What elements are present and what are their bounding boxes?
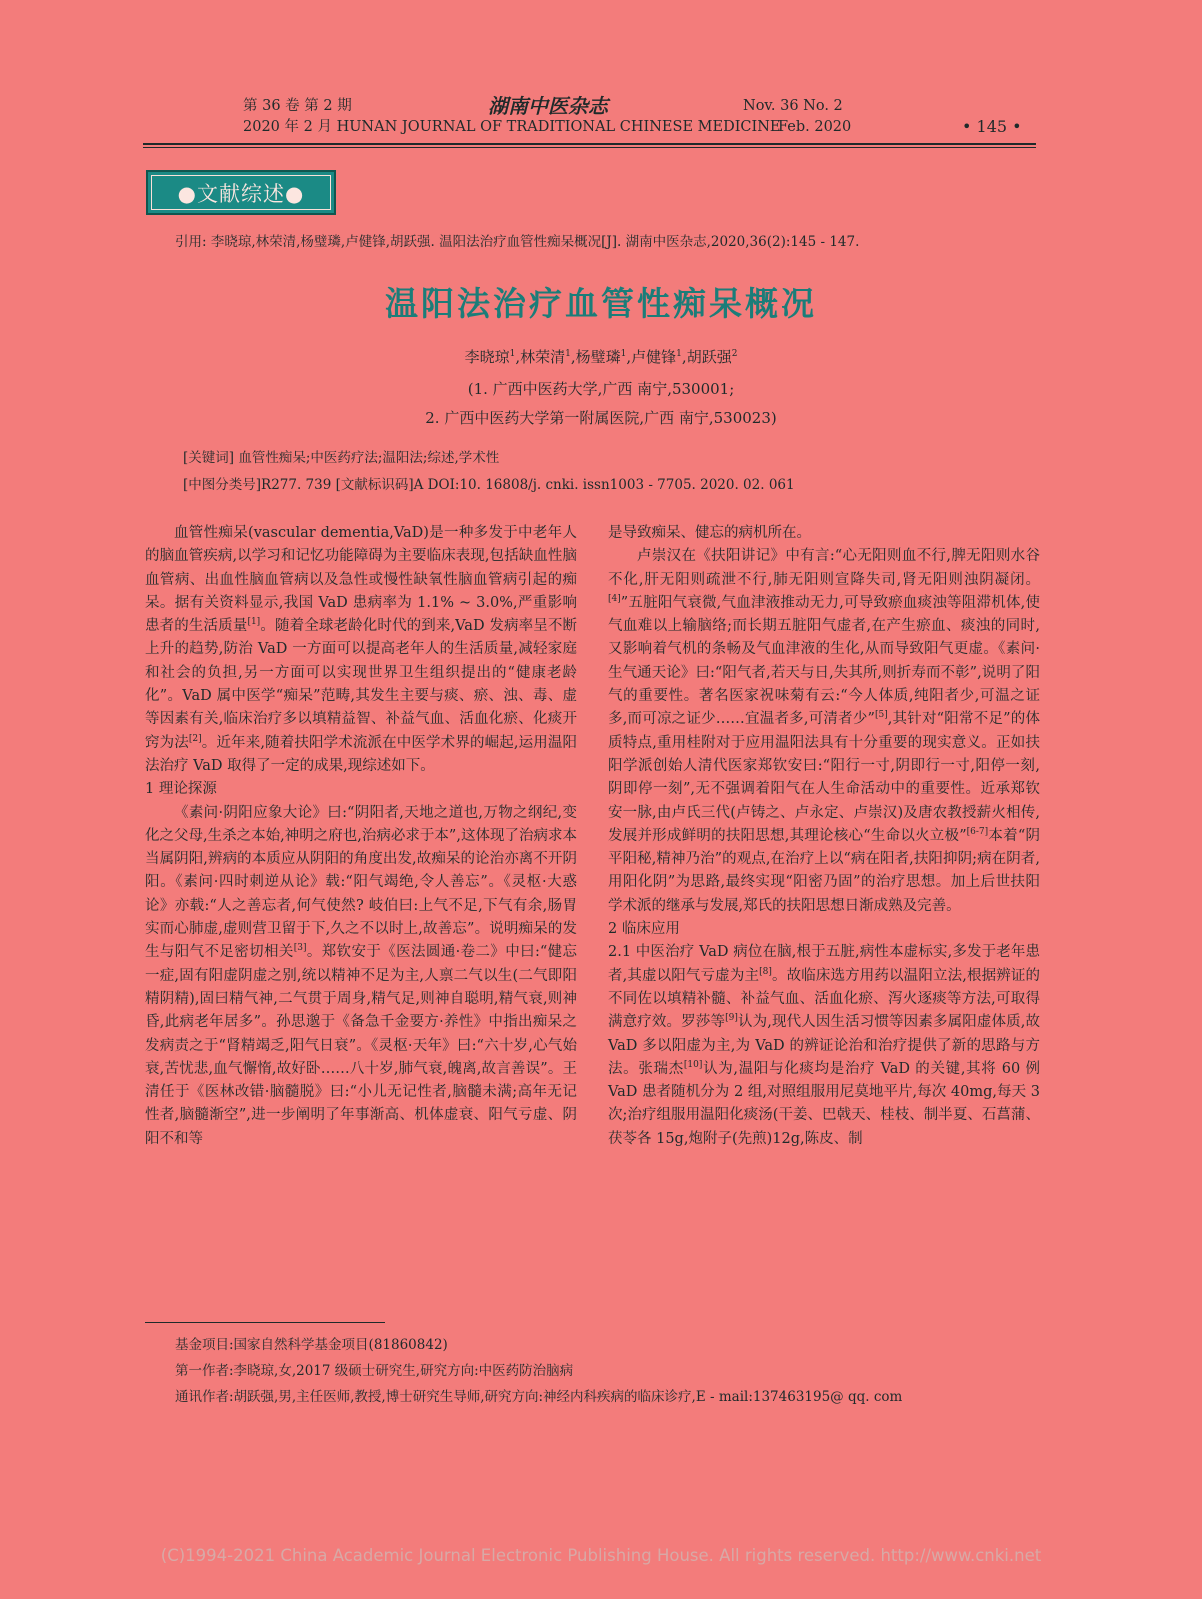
reference-mark: [10] [683, 1060, 703, 1070]
section-heading: 1 理论探源 [145, 781, 217, 798]
paragraph: 《素问·阴阳应象大论》曰:“阴阳者,天地之道也,万物之纲纪,变化之父母,生杀之本始,神明之府也,治病必求于本”,这体现了治病求本当属阴阳,辨病的本质应从阴阳的角度出发,故痴呆的论治亦离不开阴阳。《素问·四时刺逆从论》载:“阳气竭绝,令人善忘”。《灵枢·大惑论》亦载:“人之善忘者,何气使然? 岐伯曰:上气不足,下气有余,肠胃实而心肺虚,虚则营卫留于下,久之不以时上,故善忘”。说明痴呆的发生与阳气不足密切相关[3]。郑钦安于《医法圆通·卷二》中曰:“健忘一症,固有阳虚阴虚之别,统以精神不足为主,人禀二气以生(二气即阳精阴精),固曰精气神,二气贯于周身,精气足,则神自聪明,精气衰,则神昏,此病老年居多”。孙思邈于《备急千金要方·养性》中指出痴呆之发病责之于“肾精竭乏,阳气日衰”。《灵枢·天年》曰:“六十岁,心气始衰,苦忧悲,血气懈惰,故好卧……八十岁,肺气衰,魄离,故言善误”。王清任于《医林改错·脑髓脱》曰:“小儿无记性者,脑髓未满;高年无记性者,脑髓渐空”,进一步阐明了年事渐高、机体虚衰、阳气亏虚、阴阳不和等 [145, 804, 578, 1147]
section-heading: 2 临床应用 [608, 921, 680, 938]
authors: 李晓琼$^1$,林荣清$^1$,杨璧璘$^1$,卢健锋$^1$,胡跃强$^2$ [464, 348, 738, 366]
date-en: Feb. 2020 [778, 119, 852, 135]
author-name: 卢健锋 [631, 348, 677, 366]
reference-mark: [2] [188, 733, 202, 744]
author-name: 杨璧璘 [575, 348, 621, 366]
footnote-first-author: 第一作者:李晓琼,女,2017 级硕士研究生,研究方向:中医药防治脑病 [175, 1363, 574, 1379]
author-sup: 1 [676, 349, 682, 359]
classification: [中图分类号]R277. 739 [文献标识码]A DOI:10. 16808/j. cnki. issn1003 - 7705. 2020. 02. 061 [183, 477, 795, 493]
author-sup: 2 [731, 349, 738, 359]
paragraph: 血管性痴呆(vascular dementia,VaD)是一种多发于中老年人的脑血管疾病,以学习和记忆功能障碍为主要临床表现,包括缺血性脑血管病、出血性脑血管病以及急性或慢性缺氧性脑血管病引起的痴呆。据有关资料显示,我国 VaD 患病率为 1.1% ~ 3.0%,严重影响患者的生活质量[1]。随着全球老龄化时代的到来,VaD 发病率呈不断上升的趋势,防治 VaD 一方面可以提高老年人的生活质量,减轻家庭和社会的负担,另一方面可以实现世界卫生组织提出的“健康老龄化”。VaD 属中医学“痴呆”范畴,其发生主要与痰、瘀、浊、毒、虚等因素有关,临床治疗多以填精益智、补益气血、活血化瘀、化痰开窍为法[2]。近年来,随着扶阳学术流派在中医学术界的崛起,运用温阳法治疗 VaD 取得了一定的成果,现综述如下。 [145, 525, 578, 774]
author-name: 林荣清 [520, 348, 566, 366]
footnote-corresponding: 通讯作者:胡跃强,男,主任医师,教授,博士研究生导师,研究方向:神经内科疾病的临床诊疗,E - mail:137463195@ qq. com [175, 1389, 903, 1405]
header-rule [143, 143, 1036, 145]
reference-mark: [5] [874, 710, 888, 721]
copyright-watermark: (C)1994-2021 China Academic Journal Electronic Publishing House. All rights reserved. http://www.cnki.net [160, 1546, 1042, 1565]
paragraph: 卢崇汉在《扶阳讲记》中有言:“心无阳则血不行,脾无阳则水谷不化,肝无阳则疏泄不行,肺无阳则宣降失司,肾无阳则浊阴凝闭。[4]”五脏阳气衰微,气血津液推动无力,可导致瘀血痰浊等阻滞机体,使气血难以上输脑络;而长期五脏阳气虚者,在产生瘀血、痰浊的同时,又影响着气机的条畅及气血津液的生化,从而导致阳气更虚。《素问·生气通天论》曰:“阳气者,若天与日,失其所,则折寿而不彰”,说明了阳气的重要性。著名医家祝味菊有云:“今人体质,纯阳者少,可温之证多,而可凉之证少……宜温者多,可清者少”[5],其针对“阳常不足”的体质特点,重用桂附对于应用温阳法具有十分重要的现实意义。正如扶阳学派创始人清代医家郑钦安曰:“阳行一寸,阴即行一寸,阳停一刻,阴即停一刻”,无不强调着阳气在人生命活动中的重要性。近承郑钦安一脉,由卢氏三代(卢铸之、卢永定、卢崇汉)及唐农教授薪火相传,发展并形成鲜明的扶阳思想,其理论核心“生命以火立极”[6-7]本着“阴平阳秘,精神乃治”的观点,在治疗上以“病在阳者,扶阳抑阴;病在阴者,用阳化阴”为思路,最终实现“阳密乃固”的治疗思想。加上后世扶阳学术派的继承与发展,郑氏的扶阳思想日渐成熟及完善。 [608, 548, 1040, 914]
author-sup: 1 [509, 349, 516, 359]
author-name: 胡跃强 [686, 348, 732, 366]
paragraph: 2.1 中医治疗 VaD 病位在脑,根于五脏,病性本虚标实,多发于老年患者,其虚以阳气亏虚为主[8]。故临床选方用药以温阳立法,根据辨证的不同佐以填精补髓、补益气血、活血化瘀、泻火逐痰等方法,可取得满意疗效。罗莎等[9]认为,现代人因生活习惯等因素多属阳虚体质,故 VaD 多以阳虚为主,为 VaD 的辨证论治和治疗提供了新的思路与方法。张瑞杰[10]认为,温阳与化痰均是治疗 VaD 的关键,其将 60 例VaD 患者随机分为 2 组,对照组服用尼莫地平片,每次 40mg,每天 3 次;治疗组服用温阳化痰汤(干姜、巴戟天、桂枝、制半夏、石菖蒲、茯苓各 15g,炮附子(先煎)12g,陈皮、制 [608, 944, 1041, 1147]
reference-mark: [8] [759, 966, 772, 977]
reference-mark: [3] [293, 943, 307, 954]
affiliation-1: (1. 广西中医药大学,广西 南宁,530001; [467, 380, 735, 398]
reference-mark: [6-7] [966, 827, 989, 838]
body-column-left [145, 522, 577, 1151]
author-sup: 1 [620, 349, 627, 359]
date-journal: 2020 年 2 月 HUNAN JOURNAL OF TRADITIONAL CHINESE MEDICINE [243, 119, 781, 135]
page-number: • 145 • [962, 117, 1022, 136]
journal-logo: 湖南中医杂志 [488, 94, 608, 118]
author-sup: 1 [565, 349, 571, 359]
issue-cn: 第 36 卷 第 2 期 [243, 98, 352, 114]
header-rule-thin [143, 147, 1036, 148]
reference-mark: [1] [247, 617, 261, 628]
section-banner-label: ●文献综述● [151, 175, 331, 210]
issue-en: Nov. 36 No. 2 [743, 98, 843, 114]
author-name: 李晓琼 [464, 348, 510, 366]
citation: 引用: 李晓琼,林荣清,杨璧璘,卢健锋,胡跃强. 温阳法治疗血管性痴呆概况[J]. 湖南中医杂志,2020,36(2):145 - 147. [175, 234, 860, 250]
paragraph: 是导致痴呆、健忘的病机所在。 [608, 525, 811, 541]
reference-mark: [9] [725, 1013, 738, 1024]
footnote-rule [145, 1322, 385, 1323]
footnote-fund: 基金项目:国家自然科学基金项目(81860842) [175, 1337, 448, 1353]
affiliation-2: 2. 广西中医药大学第一附属医院,广西 南宁,530023) [425, 409, 777, 427]
keywords: [关键词] 血管性痴呆;中医药疗法;温阳法;综述,学术性 [183, 450, 500, 466]
article-title: 温阳法治疗血管性痴呆概况 [385, 284, 817, 323]
body-column-right [608, 522, 1040, 1151]
section-banner [146, 170, 336, 215]
reference-mark: [4] [608, 594, 621, 605]
